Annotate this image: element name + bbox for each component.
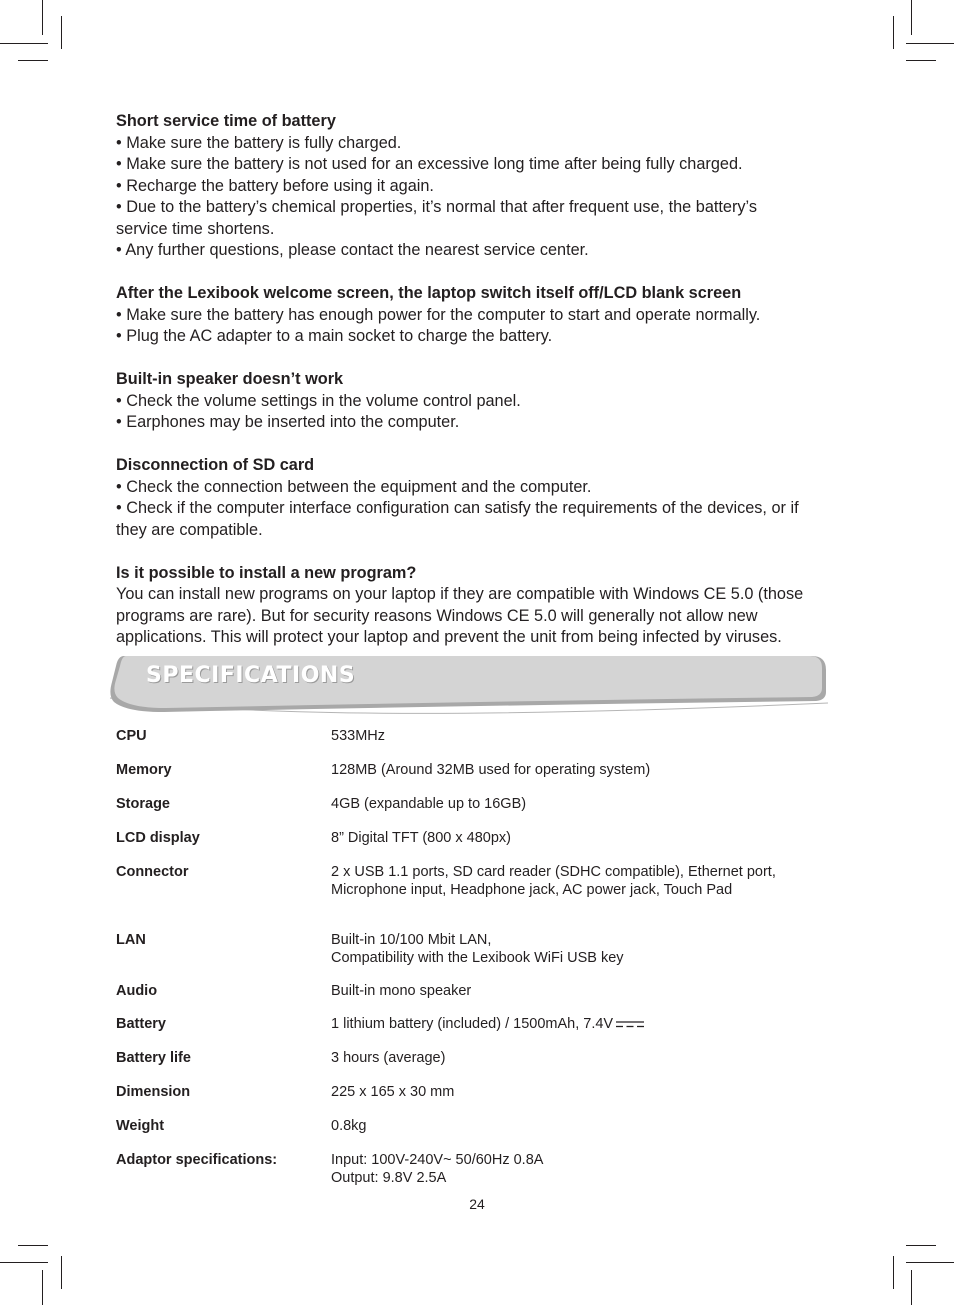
faq-heading: Disconnection of SD card xyxy=(116,456,315,474)
faq-line: • Plug the AC adapter to a main socket to charge the battery. xyxy=(116,327,553,345)
spec-label: Storage xyxy=(116,796,170,812)
faq-line: You can install new programs on your laptop if they are compatible with Windows CE 5.0 (those xyxy=(116,585,804,603)
spec-value: 3 hours (average) xyxy=(331,1050,446,1066)
faq-line: • Any further questions, please contact the nearest service center. xyxy=(116,241,589,259)
spec-value-battery xyxy=(331,1016,644,1034)
faq-heading: Built-in speaker doesn’t work xyxy=(116,370,344,388)
faq-speaker xyxy=(116,369,836,434)
spec-value: 128MB (Around 32MB used for operating system) xyxy=(331,762,651,778)
spec-label: Connector xyxy=(116,864,189,880)
spec-value: 4GB (expandable up to 16GB) xyxy=(331,796,527,812)
faq-switch-off xyxy=(116,283,836,348)
page-number: 24 xyxy=(469,1196,485,1212)
spec-value: 225 x 165 x 30 mm xyxy=(331,1084,455,1100)
faq-line: • Earphones may be inserted into the computer. xyxy=(116,413,460,431)
faq-line: programs are rare). But for security reasons Windows CE 5.0 will generally not allow new xyxy=(116,606,758,625)
faq-line: • Make sure the battery has enough power for the computer to start and operate normally. xyxy=(116,305,761,324)
faq-line: • Recharge the battery before using it again. xyxy=(116,176,434,195)
faq-heading: Is it possible to install a new program? xyxy=(116,563,417,582)
spec-label: Battery xyxy=(116,1016,166,1032)
spec-label: Dimension xyxy=(116,1084,191,1100)
spec-label: Weight xyxy=(116,1118,165,1134)
faq-install-program xyxy=(116,563,836,649)
specifications-title: SPECIFICATIONS xyxy=(146,663,356,688)
faq-heading: After the Lexibook welcome screen, the laptop switch itself off/LCD blank screen xyxy=(116,284,742,302)
spec-value: Output: 9.8V 2.5A xyxy=(331,1169,447,1186)
dc-voltage-icon xyxy=(616,1020,644,1028)
spec-value: 1 lithium battery (included) / 1500mAh, 7.4V xyxy=(331,1016,614,1032)
faq-line: • Make sure the battery is fully charged. xyxy=(116,133,402,152)
spec-label: Memory xyxy=(116,762,172,778)
spec-value: 533MHz xyxy=(331,728,385,744)
faq-heading: Short service time of battery xyxy=(116,112,336,130)
spec-label: LAN xyxy=(116,932,146,948)
faq-line: • Check the connection between the equipment and the computer. xyxy=(116,477,592,496)
faq-line: • Make sure the battery is not used for an excessive long time after being fully charged. xyxy=(116,155,743,173)
spec-label: LCD display xyxy=(116,830,200,846)
faq-line: • Check the volume settings in the volume control panel. xyxy=(116,391,521,410)
spec-value: Input: 100V-240V~ 50/60Hz 0.8A xyxy=(331,1152,544,1168)
faq-line: • Check if the computer interface configuration can satisfy the requirements of the devices, or if xyxy=(116,499,799,517)
troubleshooting-section xyxy=(116,111,836,670)
spec-value: 8” Digital TFT (800 x 480px) xyxy=(331,830,511,846)
spec-value: Microphone input, Headphone jack, AC power jack, Touch Pad xyxy=(331,881,733,898)
spec-label: CPU xyxy=(116,728,147,744)
spec-value: Built-in mono speaker xyxy=(331,983,472,999)
spec-value: 0.8kg xyxy=(331,1118,367,1134)
faq-line: applications. This will protect your laptop and prevent the unit from being infected by viruses. xyxy=(116,628,782,646)
faq-line: • Due to the battery’s chemical properties, it’s normal that after frequent use, the battery’s xyxy=(116,198,758,216)
spec-label: Audio xyxy=(116,983,158,999)
faq-battery-service-time xyxy=(116,111,836,262)
faq-line: they are compatible. xyxy=(116,520,263,539)
faq-line: service time shortens. xyxy=(116,219,275,238)
spec-label: Battery life xyxy=(116,1050,191,1066)
spec-value: Compatibility with the Lexibook WiFi USB key xyxy=(331,949,624,966)
spec-value: Built-in 10/100 Mbit LAN, xyxy=(331,932,492,948)
spec-label: Adaptor specifications: xyxy=(116,1152,278,1168)
spec-value: 2 x USB 1.1 ports, SD card reader (SDHC compatible), Ethernet port, xyxy=(331,864,776,880)
faq-sd-card xyxy=(116,455,836,541)
